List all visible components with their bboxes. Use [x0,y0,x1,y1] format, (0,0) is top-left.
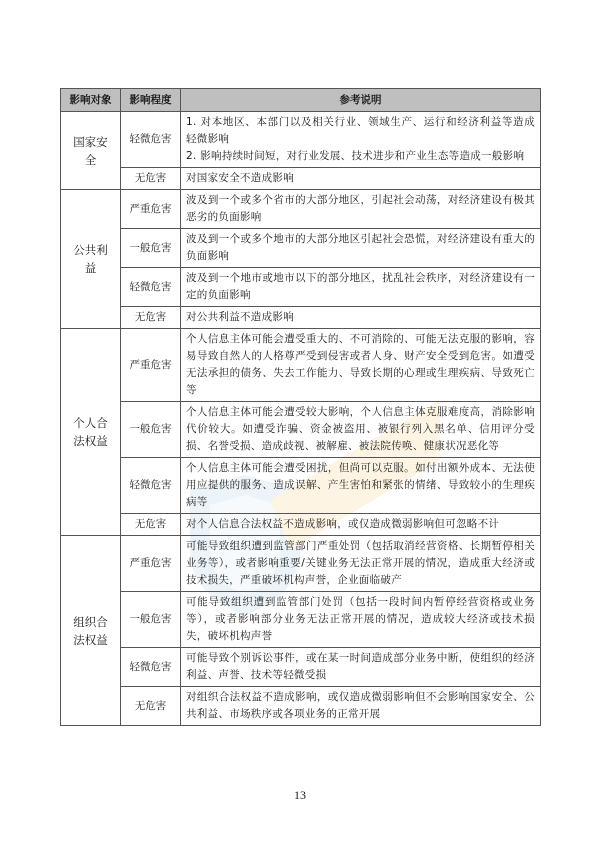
header-level: 影响程度 [121,89,181,112]
description-cell [181,112,541,168]
description-cell [181,307,541,329]
impact-level-cell: 无危害 [121,307,181,329]
table-row [61,514,541,536]
table-row [61,229,541,268]
impact-level-cell: 严重危害 [121,190,181,229]
description-text: 对个人信息合法权益不造成影响，或仅造成微弱影响但可忽略不计 [186,518,500,530]
description-text: 可能导致个别诉讼事件，或在某一时间造成部分业务中断，使组织的经济利益、声誉、技术等轻微受损 [186,652,535,681]
impact-object-cell: 个人合法权益 [61,329,121,536]
description-cell [181,190,541,229]
table-row [61,402,541,458]
table-row [61,592,541,648]
table-row [61,168,541,190]
description-text: 对公共利益不造成影响 [186,311,294,323]
impact-level-cell: 无危害 [121,687,181,726]
impact-level-cell: 一般危害 [121,229,181,268]
description-text: 对组织合法权益不造成影响，或仅造成微弱影响但不会影响国家安全、公共利益、市场秩序或各项业务的正常开展 [186,691,535,720]
description-text: 个人信息主体可能会遭受困扰，但尚可以克服。如付出额外成本、无法使用应提供的服务、造成误解、产生害怕和紧张的情绪、导致较小的生理疾病等 [186,462,535,508]
description-cell [181,329,541,402]
header-description: 参考说明 [181,89,541,112]
impact-level-cell: 轻微危害 [121,648,181,687]
table-row [61,687,541,726]
description-cell [181,168,541,190]
description-cell [181,648,541,687]
impact-level-cell: 轻微危害 [121,112,181,168]
impact-object-cell: 组织合法权益 [61,536,121,726]
impact-object-cell: 公共利益 [61,190,121,329]
impact-table [60,88,541,726]
impact-level-cell: 严重危害 [121,329,181,402]
table-header-row [61,89,541,112]
header-object: 影响对象 [61,89,121,112]
description-text: 对国家安全不造成影响 [186,172,294,184]
table-row [61,648,541,687]
impact-level-cell: 严重危害 [121,536,181,592]
table-row [61,458,541,514]
impact-level-cell: 一般危害 [121,592,181,648]
table-row [61,536,541,592]
description-text: 可能导致组织遭到监管部门严重处罚（包括取消经营资格、长期暂停相关业务等），或者影响重要/关键业务无法正常开展的情况，造成重大经济或技术损失，严重破坏机构声誉，企业面临破产 [186,540,535,586]
table-row [61,268,541,307]
description-text: 可能导致组织遭到监管部门处罚（包括一段时间内暂停经营资格或业务等），或者影响部分业务无法正常开展的情况，造成较大经济或技术损失，破坏机构声誉 [186,596,535,642]
description-cell [181,536,541,592]
impact-level-cell: 无危害 [121,168,181,190]
impact-level-cell: 轻微危害 [121,458,181,514]
description-cell [181,687,541,726]
table-row [61,329,541,402]
description-text: 1. 对本地区、本部门以及相关行业、领域生产、运行和经济利益等造成轻微影响 [186,116,535,145]
description-cell [181,514,541,536]
impact-level-cell: 一般危害 [121,402,181,458]
description-cell [181,402,541,458]
impact-level-cell: 无危害 [121,514,181,536]
description-text: 个人信息主体可能会遭受重大的、不可消除的、可能无法克服的影响，容易导致自然人的人格尊严受到侵害或者人身、财产安全受到危害。如遭受无法承担的债务、失去工作能力、导致长期的心理或生理疾病、导致死亡等 [186,333,535,396]
impact-level-cell: 轻微危害 [121,268,181,307]
description-text: 波及到一个或多个省市的大部分地区，引起社会动荡，对经济建设有极其恶劣的负面影响 [186,194,535,223]
page-number: 13 [294,788,306,802]
table-row [61,307,541,329]
description-cell [181,592,541,648]
table-row [61,112,541,168]
description-text: 2. 影响持续时间短，对行业发展、技术进步和产业生态等造成一般影响 [186,150,525,162]
table-row [61,190,541,229]
description-text: 个人信息主体可能会遭受较大影响，个人信息主体克服难度高，消除影响代价较大。如遭受诈骗、资金被盗用、被银行列入黑名单、信用评分受损、名誉受损、造成歧视、被解雇、被法院传唤、健康状况恶化等 [186,406,535,452]
description-cell [181,229,541,268]
description-text: 波及到一个地市或地市以下的部分地区，扰乱社会秩序，对经济建设有一定的负面影响 [186,272,535,301]
impact-object-cell: 国家安全 [61,112,121,190]
description-cell [181,268,541,307]
description-text: 波及到一个或多个地市的大部分地区引起社会恐慌，对经济建设有重大的负面影响 [186,233,535,262]
description-cell [181,458,541,514]
